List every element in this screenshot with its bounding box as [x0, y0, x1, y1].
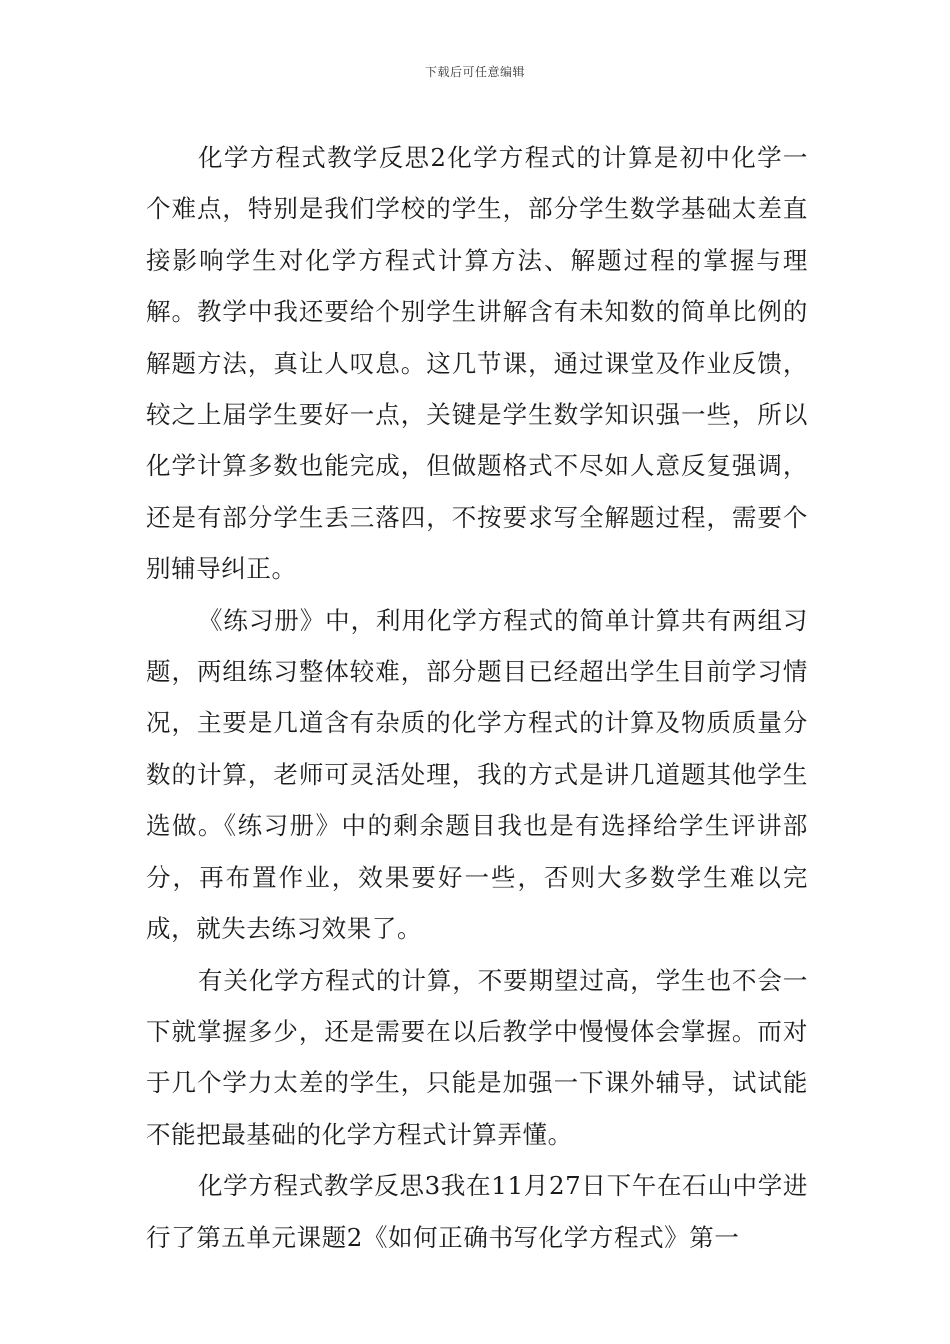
document-body — [146, 132, 808, 1263]
paragraph-2: 《练习册》中，利用化学方程式的简单计算共有两组习题，两组练习整体较难，部分题目已经超出学生目前学习情况，主要是几道含有杂质的化学方程式的计算及物质质量分数的计算，老师可灵活处理，我的方式是讲几道题其他学生选做。《练习册》中的剩余题目我也是有选择给学生评讲部分，再布置作业，效果要好一些，否则大多数学生难以完成，就失去练习效果了。 — [146, 605, 808, 944]
paragraph-1: 化学方程式教学反思2化学方程式的计算是初中化学一个难点，特别是我们学校的学生，部分学生数学基础太差直接影响学生对化学方程式计算方法、解题过程的掌握与理解。教学中我还要给个别学生讲解含有未知数的简单比例的解题方法，真让人叹息。这几节课，通过课堂及作业反馈，较之上届学生要好一点，关键是学生数学知识强一些，所以化学计算多数也能完成，但做题格式不尽如人意反复强调，还是有部分学生丢三落四，不按要求写全解题过程，需要个别辅导纠正。 — [146, 143, 808, 584]
page-header: 下载后可任意编辑 — [424, 65, 525, 79]
paragraph-4: 化学方程式教学反思3我在11月27日下午在石山中学进行了第五单元课题2《如何正确书写化学方程式》第一 — [146, 1171, 808, 1252]
paragraph-3: 有关化学方程式的计算，不要期望过高，学生也不会一下就掌握多少，还是需要在以后教学中慢慢体会掌握。而对于几个学力太差的学生，只能是加强一下课外辅导，试试能不能把最基础的化学方程式计算弄懂。 — [146, 965, 808, 1149]
